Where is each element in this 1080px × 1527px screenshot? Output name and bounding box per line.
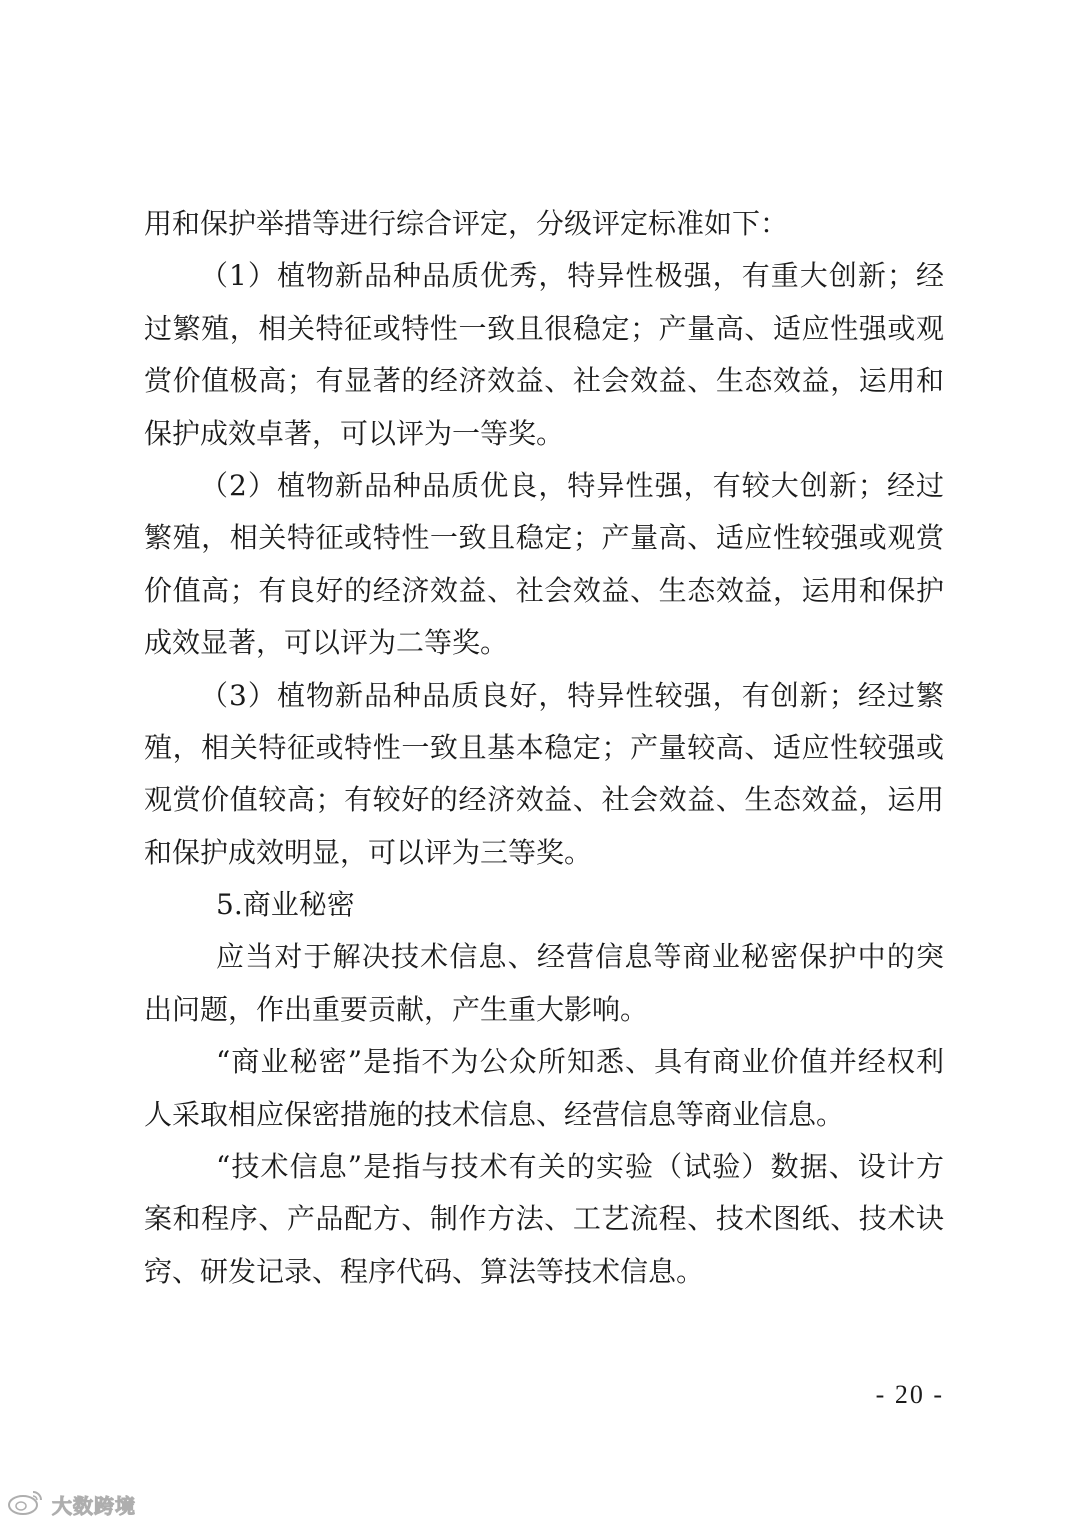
text-line: 用和保护举措等进行综合评定，分级评定标准如下： — [144, 207, 789, 240]
text-line: 应当对于解决技术信息、经营信息等商业秘密保护中的突 — [216, 940, 944, 974]
watermark-text: 大数跨境 — [52, 1493, 136, 1518]
text-line: “技术信息”是指与技术有关的实验（试验）数据、设计方 — [216, 1150, 944, 1184]
text-line: （1）植物新品种品质优秀，特异性极强，有重大创新；经 — [200, 259, 944, 293]
text-line: （3）植物新品种品质良好，特异性较强，有创新；经过繁 — [200, 678, 944, 712]
text-line: 和保护成效明显，可以评为三等奖。 — [144, 835, 593, 869]
text-line: 人采取相应保密措施的技术信息、经营信息等商业信息。 — [144, 1097, 845, 1131]
text-line: 出问题，作出重要贡献，产生重大影响。 — [144, 992, 649, 1026]
text-line: 保护成效卓著，可以评为一等奖。 — [144, 416, 565, 450]
text-line: 窍、研发记录、程序代码、算法等技术信息。 — [144, 1254, 705, 1288]
watermark — [6, 1488, 136, 1520]
text-line: （2）植物新品种品质优良，特异性强，有较大创新；经过 — [200, 468, 944, 502]
weibo-logo-icon — [6, 1488, 46, 1520]
text-line: 过繁殖，相关特征或特性一致且很稳定；产量高、适应性强或观 — [144, 311, 944, 345]
text-line: 殖，相关特征或特性一致且基本稳定；产量较高、适应性较强或 — [144, 730, 944, 764]
text-line: 繁殖，相关特征或特性一致且稳定；产量高、适应性较强或观赏 — [144, 521, 944, 555]
section-heading: 5.商业秘密 — [216, 888, 355, 922]
text-line: 案和程序、产品配方、制作方法、工艺流程、技术图纸、技术诀 — [144, 1202, 944, 1236]
body-text — [144, 198, 944, 1298]
text-line: 观赏价值较高；有较好的经济效益、社会效益、生态效益，运用 — [144, 783, 944, 817]
text-line: 成效显著，可以评为二等奖。 — [144, 626, 509, 660]
text-line: 赏价值极高；有显著的经济效益、社会效益、生态效益，运用和 — [144, 364, 944, 398]
text-line: “商业秘密”是指不为公众所知悉、具有商业价值并经权利 — [216, 1045, 944, 1079]
page-number: - 20 - — [875, 1380, 944, 1409]
text-line: 价值高；有良好的经济效益、社会效益、生态效益，运用和保护 — [144, 573, 944, 607]
